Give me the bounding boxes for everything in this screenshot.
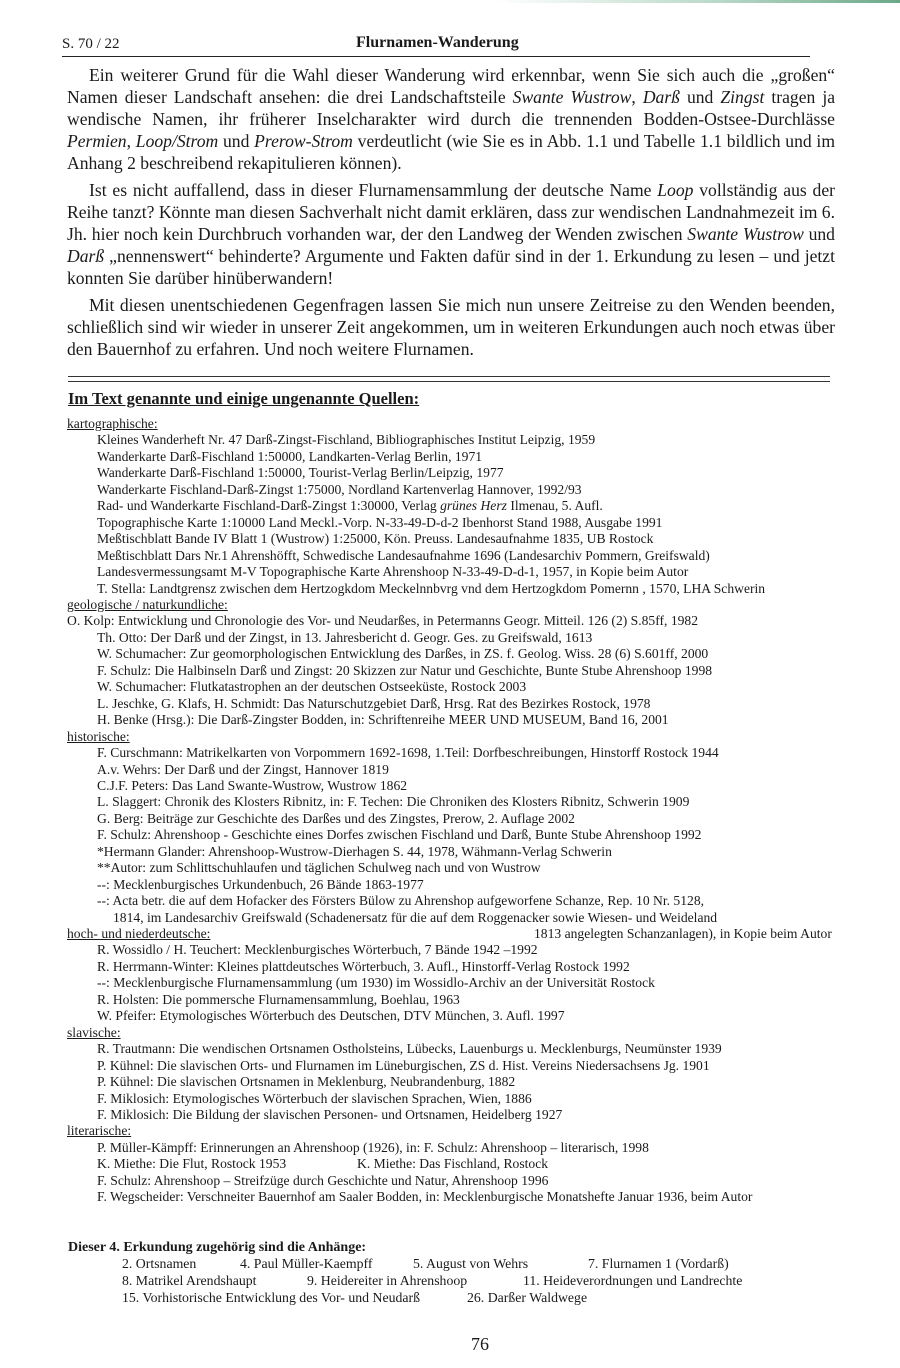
appendix-item: 15. Vorhistorische Entwicklung des Vor- und Neudarß xyxy=(122,1290,420,1305)
text-run: Ein weiterer Grund für die Wahl dieser Wanderung wird erkennbar, wenn Sie sich auch die „großen“ Namen dieser Landschaft ansehen: die drei Landschaftsteile xyxy=(67,65,835,107)
text-run: verdeutlicht (wie Sie es in Abb. 1.1 und Tabelle 1.1 bildlich und im Anhang 2 beschreibend rekapitulieren können). xyxy=(67,131,836,173)
text-run: und xyxy=(679,87,721,107)
source-entry: F. Curschmann: Matrikelkarten von Vorpommern 1692-1698, 1.Teil: Dorfbeschreibungen, Hinstorff Rostock 1944 xyxy=(97,745,719,761)
text-run: Mit diesen unentschiedenen Gegenfragen lassen Sie mich nun unsere Zeitreise zu den Wenden beenden, schließlich sind wir wieder in unserer Zeit angekommen, um in weiteren Erkundungen auch noch etwas über den Bauernhof zu erfahren. Und noch weitere Flurnamen. xyxy=(67,295,835,359)
category-historisch: historische: xyxy=(67,728,130,744)
appendix-item: 9. Heidereiter in Ahrenshoop xyxy=(307,1273,468,1288)
category-kartographisch: kartographische: xyxy=(67,416,158,431)
source-entry: P. Kühnel: Die slavischen Orts- und Flurnamen im Lüneburgischen, ZS d. Hist. Vereins Niedersachsens Jg. 1901 xyxy=(97,1057,710,1073)
sources-heading: Im Text genannte und einige ungenannte Quellen: xyxy=(68,389,420,408)
place-name: Permien xyxy=(67,131,127,151)
page-header xyxy=(62,30,810,57)
source-entry: Wanderkarte Darß-Fischland 1:50000, Tourist-Verlag Berlin/Leipzig, 1977 xyxy=(97,465,504,481)
place-name: Swante Wustrow xyxy=(687,224,804,244)
publisher-name: grünes Herz xyxy=(440,498,507,514)
sources-list xyxy=(67,416,867,1206)
text-run: „nennenswert“ behinderte? Argumente und Fakten dafür sind in der 1. Erkundung zu lesen – und jetzt konnten Sie darüber hinüberwandern! xyxy=(67,246,835,288)
source-entry: F. Wegscheider: Verschneiter Bauernhof am Saaler Bodden, in: Mecklenburgische Monatshefte Januar 1936, beim Autor xyxy=(97,1189,753,1205)
place-name: Loop xyxy=(657,180,694,200)
page-number: 76 xyxy=(471,1334,489,1354)
appendix-item: 2. Ortsnamen xyxy=(122,1256,197,1271)
text-run: und xyxy=(218,131,255,151)
place-name: Prerow-Strom xyxy=(254,131,353,151)
body-text xyxy=(67,64,835,365)
source-entry: F. Miklosich: Etymologisches Wörterbuch der slavischen Sprachen, Wien, 1886 xyxy=(97,1090,532,1106)
source-entry: W. Schumacher: Flutkatastrophen an der deutschen Ostseeküste, Rostock 2003 xyxy=(97,679,527,695)
place-name: Darß xyxy=(642,87,680,107)
source-entry: W. Schumacher: Zur geomorphologischen Entwicklung des Darßes, in ZS. f. Geolog. Wiss. 28 (6) S.601ff, 2000 xyxy=(97,646,709,662)
page-reference: S. 70 / 22 xyxy=(62,36,120,52)
source-entry: K. Miethe: Die Flut, Rostock 1953 xyxy=(97,1156,287,1172)
appendix-item: 26. Darßer Waldwege xyxy=(467,1290,588,1305)
category-geologisch: geologische / naturkundliche: xyxy=(67,596,228,612)
source-entry: Landesvermessungsamt M-V Topographische Karte Ahrenshoop N-33-49-D-d-1, 1957, in Kopie beim Autor xyxy=(97,564,689,580)
source-entry: R. Holsten: Die pommersche Flurnamensammlung, Boehlau, 1963 xyxy=(97,991,460,1007)
source-entry: P. Kühnel: Die slavischen Ortsnamen in Meklenburg, Neubrandenburg, 1882 xyxy=(97,1074,516,1090)
source-entry: T. Stella: Landtgrensz zwischen dem Hertzogkdom Meckelnnbvrg vnd dem Hertzogkdom Pomernn , 1570, LHA Schwerin xyxy=(97,580,766,596)
source-entry: --: Mecklenburgisches Urkundenbuch, 26 Bände 1863-1977 xyxy=(97,876,424,892)
source-entry: R. Herrmann-Winter: Kleines plattdeutsches Wörterbuch, 3. Aufl., Hinstorff-Verlag Rostock 1992 xyxy=(97,958,630,974)
appendix-item: 4. Paul Müller-Kaempff xyxy=(240,1256,373,1271)
text-run: Ist es nicht auffallend, dass in dieser Flurnamensammlung der deutsche Name xyxy=(89,180,658,200)
source-entry: P. Müller-Kämpff: Erinnerungen an Ahrenshoop (1926), in: F. Schulz: Ahrenshoop – literarisch, 1998 xyxy=(97,1139,649,1155)
source-entry: C.J.F. Peters: Das Land Swante-Wustrow, Wustrow 1862 xyxy=(97,777,408,793)
category-literarisch: literarische: xyxy=(67,1123,132,1139)
source-entry: A.v. Wehrs: Der Darß und der Zingst, Hannover 1819 xyxy=(97,761,389,777)
source-entry: F. Miklosich: Die Bildung der slavischen Personen- und Ortsnamen, Heidelberg 1927 xyxy=(97,1107,563,1123)
source-entry: R. Wossidlo / H. Teuchert: Mecklenburgisches Wörterbuch, 7 Bände 1942 –1992 xyxy=(97,942,538,958)
text-run: Ilmenau, 5. Aufl. xyxy=(506,498,603,514)
appendix-item: 7. Flurnamen 1 (Vordarß) xyxy=(588,1256,729,1271)
running-title: Flurnamen-Wanderung xyxy=(356,34,519,51)
text-run: vollständig aus der Reihe tanzt? Könnte man diesen Sachverhalt nicht damit erklären, dass zur wendischen Landnahmezeit im 6. Jh. hier noch kein Durchbruch vorhanden war, der den Landweg der Wenden zwischen xyxy=(67,180,835,244)
source-entry: F. Schulz: Ahrenshoop – Streifzüge durch Geschichte und Natur, Ahrenshoop 1996 xyxy=(97,1172,549,1188)
appendices-heading: Dieser 4. Erkundung zugehörig sind die Anhänge: xyxy=(68,1240,367,1255)
appendix-item: 5. August von Wehrs xyxy=(413,1256,529,1271)
paragraph-1 xyxy=(67,64,835,174)
source-entry: G. Berg: Beiträge zur Geschichte des Darßes und des Zingstes, Prerow, 2. Auflage 2002 xyxy=(97,810,575,826)
source-entry xyxy=(67,498,867,514)
source-entry: Meßtischblatt Bande IV Blatt 1 (Wustrow) 1:25000, Kön. Preuss. Landesaufnahme 1835, UB Rostock xyxy=(97,531,654,547)
source-entry: *Hermann Glander: Ahrenshoop-Wustrow-Dierhagen S. 44, 1978, Wähmann-Verlag Schwerin xyxy=(97,843,612,859)
place-name: Loop/Strom xyxy=(135,131,219,151)
source-entry: Kleines Wanderheft Nr. 47 Darß-Zingst-Fischland, Bibliographisches Institut Leipzig, 1959 xyxy=(97,432,596,448)
place-name: Swante Wustrow xyxy=(512,87,632,107)
text-run: tragen ja wendische Namen, ihr früherer Inselcharakter wird durch die trennenden Bodden-Ostsee-Durchlässe xyxy=(67,87,836,129)
category-sprachlich: hoch- und niederdeutsche: xyxy=(67,926,211,942)
text-run: , xyxy=(631,87,643,107)
top-color-stripe xyxy=(0,0,900,3)
source-entry: H. Benke (Hrsg.): Die Darß-Zingster Bodden, in: Schriftenreihe MEER UND MUSEUM, Band 16, 2001 xyxy=(97,712,669,728)
source-entry: Wanderkarte Darß-Fischland 1:50000, Landkarten-Verlag Berlin, 1971 xyxy=(97,448,483,464)
paragraph-3 xyxy=(67,294,835,360)
source-entry: O. Kolp: Entwicklung und Chronologie des Vor- und Neudarßes, in Petermanns Geogr. Mitteil. 126 (2) S.85ff, 1982 xyxy=(67,613,699,629)
category-row-sprachlich xyxy=(67,926,867,942)
place-name: Zingst xyxy=(720,87,765,107)
source-entry: W. Pfeifer: Etymologisches Wörterbuch des Deutschen, DTV München, 3. Aufl. 1997 xyxy=(97,1008,565,1024)
source-entry-continuation: 1813 angelegten Schanzanlagen), in Kopie beim Autor xyxy=(534,926,832,942)
source-entry: F. Schulz: Ahrenshoop - Geschichte eines Dorfes zwischen Fischland und Darß, Bunte Stube Ahrenshoop 1992 xyxy=(97,827,702,843)
source-entry: R. Trautmann: Die wendischen Ortsnamen Ostholsteins, Lübecks, Lauenburgs u. Mecklenburgs, Neumünster 1939 xyxy=(97,1041,722,1057)
text-run: und xyxy=(803,224,835,244)
source-entry-continuation: 1814, im Landesarchiv Greifswald (Schadenersatz für die auf dem Roggenacker sowie Wiesen- und Weideland xyxy=(113,909,718,925)
paragraph-2 xyxy=(67,179,835,289)
source-entry: K. Miethe: Das Fischland, Rostock xyxy=(357,1156,549,1172)
source-entry: Th. Otto: Der Darß und der Zingst, in 13. Jahresbericht d. Geogr. Ges. zu Greifswald, 1613 xyxy=(97,629,593,645)
source-entry: L. Slaggert: Chronik des Klosters Ribnitz, in: F. Techen: Die Chroniken des Klosters Ribnitz, Schwerin 1909 xyxy=(97,794,690,810)
source-entry: Wanderkarte Fischland-Darß-Zingst 1:75000, Nordland Kartenverlag Hannover, 1992/93 xyxy=(97,481,582,497)
source-entry: L. Jeschke, G. Klafs, H. Schmidt: Das Naturschutzgebiet Darß, Hrsg. Rat des Bezirkes Rostock, 1978 xyxy=(97,695,651,711)
source-entry: --: Mecklenburgische Flurnamensammlung (um 1930) im Wossidlo-Archiv an der Universität Rostock xyxy=(97,975,655,991)
source-entry: **Autor: zum Schlittschuhlaufen und täglichen Schulweg nach und von Wustrow xyxy=(97,860,541,876)
appendix-item: 11. Heideverordnungen und Landrechte xyxy=(523,1273,743,1288)
text-run: , xyxy=(126,131,136,151)
text-run: Rad- und Wanderkarte Fischland-Darß-Zingst 1:30000, Verlag xyxy=(97,498,441,514)
source-entry: F. Schulz: Die Halbinseln Darß und Zingst: 20 Skizzen zur Natur und Geschichte, Bunte Stube Ahrenshoop 1998 xyxy=(97,662,713,678)
appendix-item: 8. Matrikel Arendshaupt xyxy=(122,1273,257,1288)
category-slavisch: slavische: xyxy=(67,1024,121,1040)
double-rule-divider xyxy=(68,376,830,382)
source-entry: --: Acta betr. die auf dem Hofacker des Försters Bülow zu Ahrenshop aufgeworfene Schanze, Rep. 10 Nr. 5128, xyxy=(97,893,705,909)
place-name: Darß xyxy=(67,246,105,266)
source-entry: Meßtischblatt Dars Nr.1 Ahrenshöfft, Schwedische Landesaufnahme 1696 (Landesarchiv Pommern, Greifswald) xyxy=(97,547,710,563)
source-entry-pair xyxy=(67,1156,867,1172)
source-entry: Topographische Karte 1:10000 Land Meckl.-Vorp. N-33-49-D-d-2 Ibenhorst Stand 1988, Ausgabe 1991 xyxy=(97,514,663,530)
